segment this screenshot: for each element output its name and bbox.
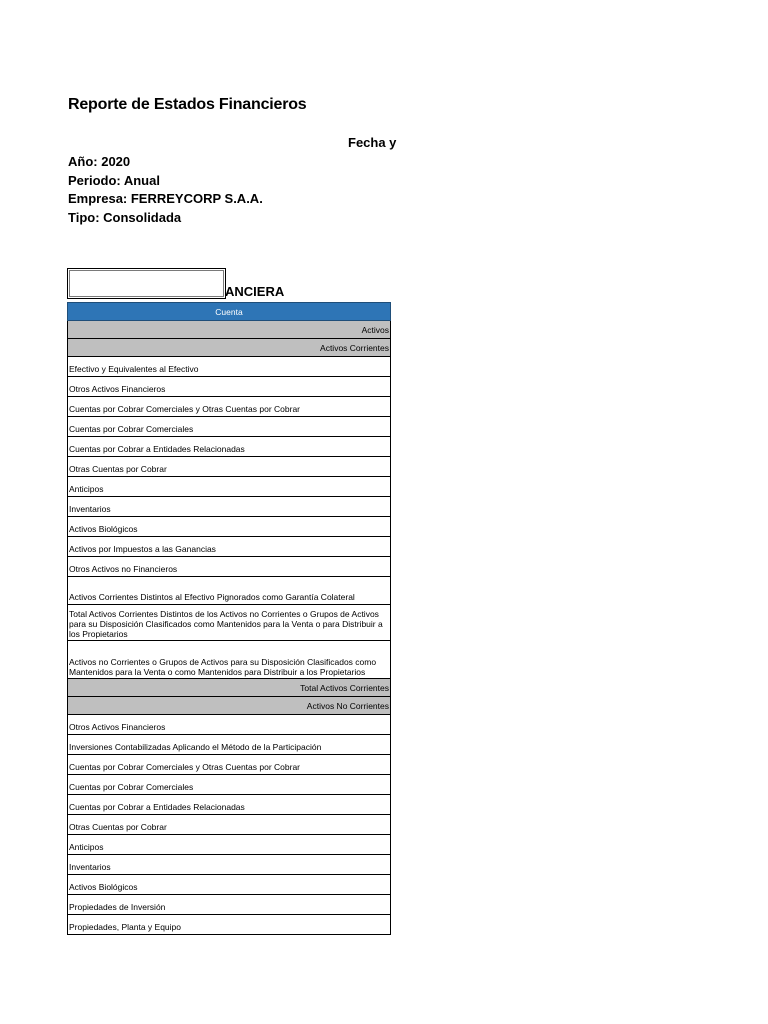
table-row — [68, 457, 391, 477]
financial-accounts-table — [67, 302, 391, 935]
account-label: Activos no Corrientes o Grupos de Activos para su Disposición Clasificados como Mantenidos para la Venta o como Mantenidos para Distribuir a los Propietarios — [68, 641, 391, 679]
meta-company: Empresa: FERREYCORP S.A.A. — [68, 191, 263, 207]
account-label: Inventarios — [68, 855, 391, 875]
account-label: Anticipos — [68, 477, 391, 497]
group-label: Activos Corrientes — [68, 339, 391, 357]
account-label: Cuentas por Cobrar a Entidades Relacionadas — [68, 437, 391, 457]
table-row — [68, 755, 391, 775]
table-row — [68, 437, 391, 457]
account-label: Inventarios — [68, 497, 391, 517]
table-row — [68, 795, 391, 815]
account-label: Propiedades, Planta y Equipo — [68, 915, 391, 935]
account-label: Cuentas por Cobrar Comerciales — [68, 775, 391, 795]
blank-text-box — [67, 268, 226, 299]
table-row — [68, 377, 391, 397]
table-row — [68, 477, 391, 497]
account-label: Cuentas por Cobrar a Entidades Relacionadas — [68, 795, 391, 815]
account-label: Activos Corrientes Distintos al Efectivo Pignorados como Garantía Colateral — [68, 577, 391, 605]
account-label: Activos por Impuestos a las Ganancias — [68, 537, 391, 557]
table-row — [68, 537, 391, 557]
table-row — [68, 895, 391, 915]
table-row — [68, 557, 391, 577]
account-label: Inversiones Contabilizadas Aplicando el Método de la Participación — [68, 735, 391, 755]
group-label: Total Activos Corrientes — [68, 679, 391, 697]
account-label: Activos Biológicos — [68, 875, 391, 895]
table-row — [68, 641, 391, 679]
table-group-row — [68, 697, 391, 715]
table-row — [68, 815, 391, 835]
meta-period: Periodo: Anual — [68, 172, 160, 188]
group-label: Activos — [68, 321, 391, 339]
table-row — [68, 715, 391, 735]
account-label: Total Activos Corrientes Distintos de los Activos no Corrientes o Grupos de Activos para su Disposición Clasificados como Mantenidos para la Venta o para Distribuir a los Propietarios — [68, 605, 391, 641]
table-row — [68, 855, 391, 875]
account-label: Otras Cuentas por Cobrar — [68, 457, 391, 477]
date-label: Fecha y — [348, 135, 397, 150]
account-label: Cuentas por Cobrar Comerciales y Otras Cuentas por Cobrar — [68, 397, 391, 417]
table-row — [68, 605, 391, 641]
table-group-row — [68, 321, 391, 339]
table-group-row — [68, 339, 391, 357]
column-header-cuenta: Cuenta — [68, 303, 391, 321]
table-group-row — [68, 679, 391, 697]
table-row — [68, 835, 391, 855]
table-row — [68, 915, 391, 935]
account-label: Cuentas por Cobrar Comerciales y Otras Cuentas por Cobrar — [68, 755, 391, 775]
section-title-fragment: ANCIERA — [225, 284, 285, 299]
account-label: Otros Activos no Financieros — [68, 557, 391, 577]
table-row — [68, 577, 391, 605]
group-label: Activos No Corrientes — [68, 697, 391, 715]
table-row — [68, 497, 391, 517]
account-label: Cuentas por Cobrar Comerciales — [68, 417, 391, 437]
table-row — [68, 397, 391, 417]
table-row — [68, 735, 391, 755]
table-row — [68, 517, 391, 537]
account-label: Otros Activos Financieros — [68, 377, 391, 397]
account-label: Otros Activos Financieros — [68, 715, 391, 735]
table-row — [68, 775, 391, 795]
meta-type: Tipo: Consolidada — [68, 210, 182, 226]
account-label: Activos Biológicos — [68, 517, 391, 537]
table-row — [68, 357, 391, 377]
table-header-row — [68, 303, 391, 321]
account-label: Anticipos — [68, 835, 391, 855]
meta-year: Año: 2020 — [68, 154, 131, 169]
account-label: Efectivo y Equivalentes al Efectivo — [68, 357, 391, 377]
report-metadata — [68, 153, 263, 228]
account-label: Propiedades de Inversión — [68, 895, 391, 915]
account-label: Otras Cuentas por Cobrar — [68, 815, 391, 835]
table-row — [68, 417, 391, 437]
report-title: Reporte de Estados Financieros — [68, 96, 307, 113]
table-row — [68, 875, 391, 895]
